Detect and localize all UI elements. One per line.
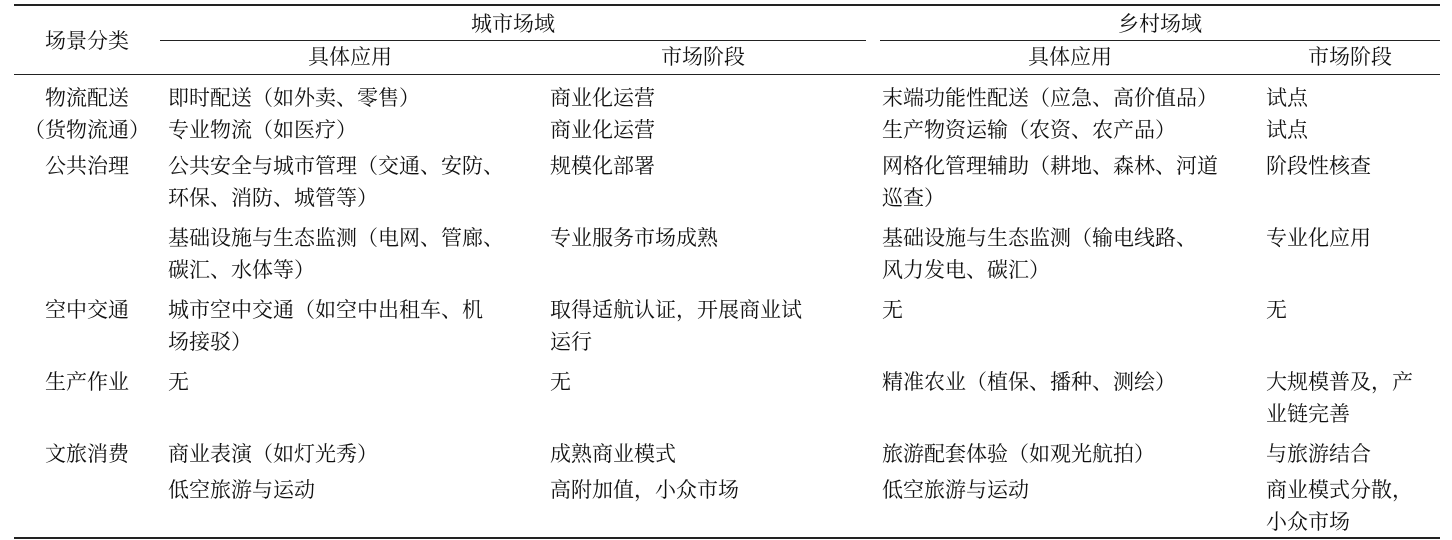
header-urban: 城市场域 bbox=[471, 12, 555, 36]
rural-stage-cell: 阶段性核查 bbox=[1266, 154, 1371, 178]
rural-application-cell: 生产物资运输（农资、农产品） bbox=[882, 118, 1176, 142]
rural-application-cell: 无 bbox=[882, 298, 903, 322]
rural-application-cell: 末端功能性配送（应急、高价值品） bbox=[882, 86, 1218, 110]
category-cell: （货物流通） bbox=[24, 118, 150, 142]
rural-stage-cell: 业链完善 bbox=[1266, 402, 1350, 426]
urban-stage-cell: 高附加值，小众市场 bbox=[550, 478, 739, 502]
urban-stage-cell: 商业化运营 bbox=[550, 118, 655, 142]
header-rule bbox=[14, 74, 1440, 75]
header-category: 场景分类 bbox=[45, 29, 129, 53]
header-urban-stage: 市场阶段 bbox=[661, 45, 745, 69]
category-cell: 公共治理 bbox=[45, 154, 129, 178]
rural-stage-cell: 试点 bbox=[1266, 86, 1308, 110]
urban-application-cell: 基础设施与生态监测（电网、管廊、 bbox=[168, 226, 504, 250]
rural-application-cell: 风力发电、碳汇） bbox=[882, 258, 1050, 282]
rural-stage-cell: 商业模式分散， bbox=[1266, 478, 1413, 502]
urban-stage-cell: 运行 bbox=[550, 330, 592, 354]
urban-application-cell: 无 bbox=[168, 370, 189, 394]
category-cell: 生产作业 bbox=[45, 370, 129, 394]
rural-stage-cell: 大规模普及，产 bbox=[1266, 370, 1413, 394]
urban-application-cell: 专业物流（如医疗） bbox=[168, 118, 357, 142]
urban-stage-cell: 规模化部署 bbox=[550, 154, 655, 178]
rural-application-cell: 精准农业（植保、播种、测绘） bbox=[882, 370, 1176, 394]
urban-application-cell: 场接驳） bbox=[168, 330, 252, 354]
urban-stage-cell: 无 bbox=[550, 370, 571, 394]
rural-application-cell: 低空旅游与运动 bbox=[882, 478, 1029, 502]
urban-application-cell: 商业表演（如灯光秀） bbox=[168, 442, 378, 466]
rural-application-cell: 网格化管理辅助（耕地、森林、河道 bbox=[882, 154, 1218, 178]
urban-application-cell: 环保、消防、城管等） bbox=[168, 186, 378, 210]
urban-stage-cell: 取得适航认证，开展商业试 bbox=[550, 298, 802, 322]
rural-application-cell: 基础设施与生态监测（输电线路、 bbox=[882, 226, 1197, 250]
urban-stage-cell: 专业服务市场成熟 bbox=[550, 226, 718, 250]
rural-group-rule bbox=[880, 40, 1440, 41]
rural-stage-cell: 专业化应用 bbox=[1266, 226, 1371, 250]
urban-group-rule bbox=[160, 40, 866, 41]
category-cell: 文旅消费 bbox=[45, 442, 129, 466]
urban-application-cell: 公共安全与城市管理（交通、安防、 bbox=[168, 154, 504, 178]
header-rural: 乡村场域 bbox=[1118, 12, 1202, 36]
top-rule bbox=[14, 4, 1440, 6]
urban-application-cell: 碳汇、水体等） bbox=[168, 258, 315, 282]
category-cell: 空中交通 bbox=[45, 298, 129, 322]
urban-stage-cell: 商业化运营 bbox=[550, 86, 655, 110]
rural-application-cell: 旅游配套体验（如观光航拍） bbox=[882, 442, 1155, 466]
bottom-rule bbox=[14, 537, 1440, 539]
rural-stage-cell: 小众市场 bbox=[1266, 510, 1350, 534]
category-cell: 物流配送 bbox=[45, 86, 129, 110]
urban-application-cell: 城市空中交通（如空中出租车、机 bbox=[168, 298, 483, 322]
header-urban-application: 具体应用 bbox=[308, 45, 392, 69]
header-rural-stage: 市场阶段 bbox=[1308, 45, 1392, 69]
rural-stage-cell: 无 bbox=[1266, 298, 1287, 322]
header-rural-application: 具体应用 bbox=[1028, 45, 1112, 69]
rural-stage-cell: 与旅游结合 bbox=[1266, 442, 1371, 466]
rural-application-cell: 巡查） bbox=[882, 186, 945, 210]
rural-stage-cell: 试点 bbox=[1266, 118, 1308, 142]
urban-application-cell: 低空旅游与运动 bbox=[168, 478, 315, 502]
urban-stage-cell: 成熟商业模式 bbox=[550, 442, 676, 466]
urban-application-cell: 即时配送（如外卖、零售） bbox=[168, 86, 420, 110]
